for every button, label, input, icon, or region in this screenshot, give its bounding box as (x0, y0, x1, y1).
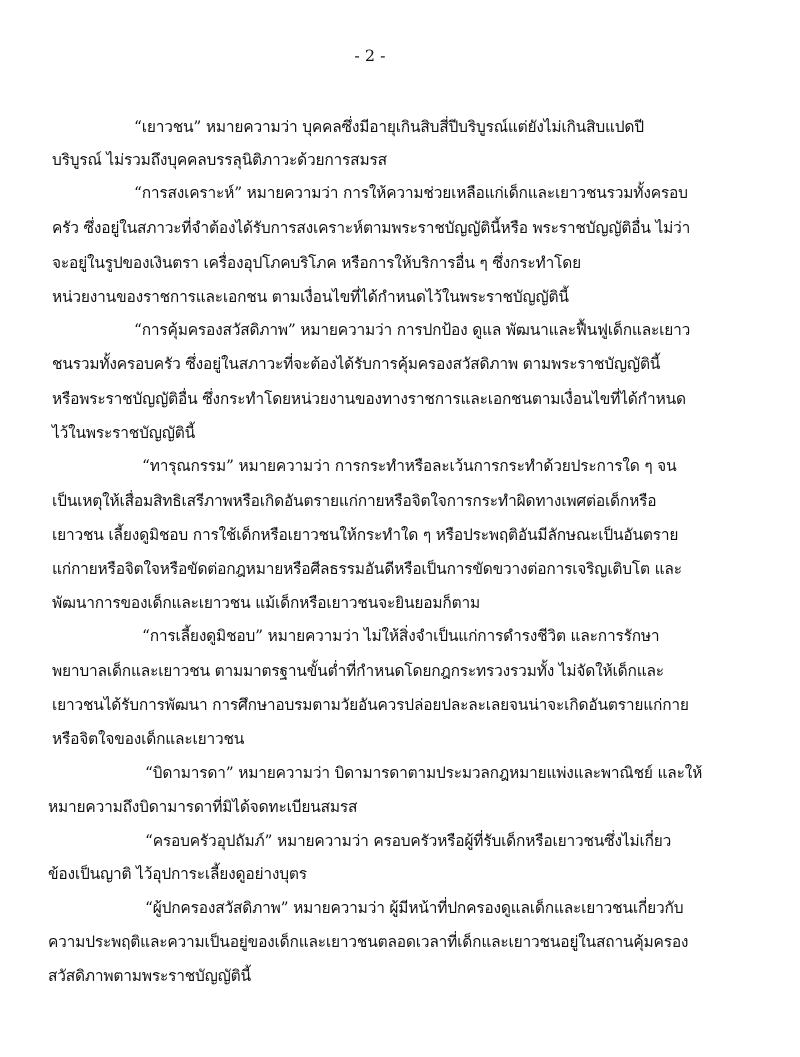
definition-line: ไว้ในพระราชบัญญัตินี้ (52, 424, 195, 442)
definition-line: “ทารุณกรรม” หมายความว่า การกระทำหรือละเว้นการกระทำด้วยประการใด ๆ จน (142, 457, 677, 475)
definition-line: เยาวชนได้รับการพัฒนา การศึกษาอบรมตามวัยอันควรปล่อยปละละเลยจนน่าจะเกิดอันตรายแก่กาย (52, 696, 689, 714)
definition-line: พัฒนาการของเด็กและเยาวชน แม้เด็กหรือเยาวชนจะยินยอมก็ตาม (52, 594, 480, 612)
definition-line: บริบูรณ์ ไม่รวมถึงบุคคลบรรลุนิติภาวะด้วยการสมรส (52, 151, 387, 169)
definition-line: “ครอบครัวอุปถัมภ์” หมายความว่า ครอบครัวหรือผู้ที่รับเด็กหรือเยาวชนซึ่งไม่เกี่ยว (145, 832, 672, 850)
definition-line: สวัสดิภาพตามพระราชบัญญัตินี้ (48, 967, 251, 985)
definition-line: หรือพระราชบัญญัติอื่น ซึ่งกระทำโดยหน่วยงานของทางราชการและเอกชนตามเงื่อนไขที่ได้กำหนด (52, 390, 686, 408)
definition-line: เป็นเหตุให้เสื่อมสิทธิเสรีภาพหรือเกิดอันตรายแก่กายหรือจิตใจการกระทำผิดทางเพศต่อเด็กหรือ (52, 492, 657, 510)
definition-line: จะอยู่ในรูปของเงินตรา เครื่องอุปโภคบริโภค หรือการให้บริการอื่น ๆ ซึ่งกระทำโดย (52, 254, 582, 272)
definition-line: “การเลี้ยงดูมิชอบ” หมายความว่า ไม่ให้สิ่งจำเป็นแก่การดำรงชีวิต และการรักษา (142, 627, 660, 645)
definition-line: หมายความถึงบิดามารดาที่มิได้จดทะเบียนสมรส (48, 798, 358, 816)
definition-line: ความประพฤติและความเป็นอยู่ของเด็กและเยาวชนตลอดเวลาที่เด็กและเยาวชนอยู่ในสถานคุ้มครอง (48, 933, 689, 951)
definition-line: พยาบาลเด็กและเยาวชน ตามมาตรฐานขั้นต่ำที่กำหนดโดยกฎกระทรวงรวมทั้ง ไม่จัดให้เด็กและ (52, 662, 664, 680)
definition-line: หน่วยงานของราชการและเอกชน ตามเงื่อนไขที่ได้กำหนดไว้ในพระราชบัญญัตินี้ (52, 288, 569, 306)
definition-line: “การคุ้มครองสวัสดิภาพ” หมายความว่า การปกป้อง ดูแล พัฒนาและฟื้นฟูเด็กและเยาว (134, 321, 691, 339)
definition-line: แก่กายหรือจิตใจหรือขัดต่อกฎหมายหรือศีลธรรมอันดีหรือเป็นการขัดขวางต่อการเจริญเติบโต และ (52, 560, 682, 578)
definition-line: “บิดามารดา” หมายความว่า บิดามารดาตามประมวลกฎหมายแพ่งและพาณิชย์ และให้ (145, 764, 703, 782)
definition-line: ครัว ซึ่งอยู่ในสภาวะที่จำต้องได้รับการสงเคราะห์ตามพระราชบัญญัตินี้หรือ พระราชบัญญัติอื่น ไม่ว่า (52, 219, 691, 237)
definition-line: ข้องเป็นญาติ ไว้อุปการะเลี้ยงดูอย่างบุตร (48, 865, 307, 883)
definition-line: “การสงเคราะห์” หมายความว่า การให้ความช่วยเหลือแก่เด็กและเยาวชนรวมทั้งครอบ (134, 184, 688, 202)
definition-line: “เยาวชน” หมายความว่า บุคคลซึ่งมีอายุเกินสิบสี่ปีบริบูรณ์แต่ยังไม่เกินสิบแปดปี (134, 118, 644, 136)
definition-line: “ผู้ปกครองสวัสดิภาพ” หมายความว่า ผู้มีหน้าที่ปกครองดูแลเด็กและเยาวชนเกี่ยวกับ (145, 899, 684, 917)
definition-line: ชนรวมทั้งครอบครัว ซึ่งอยู่ในสภาวะที่จะต้องได้รับการคุ้มครองสวัสดิภาพ ตามพระราชบัญญัตินี้ (52, 355, 661, 373)
page-number: - 2 - (354, 46, 386, 65)
definition-line: เยาวชน เลี้ยงดูมิชอบ การใช้เด็กหรือเยาวชนให้กระทำใด ๆ หรือประพฤติอันมีลักษณะเป็นอันตราย (52, 526, 679, 544)
definition-line: หรือจิตใจของเด็กและเยาวชน (52, 730, 245, 748)
